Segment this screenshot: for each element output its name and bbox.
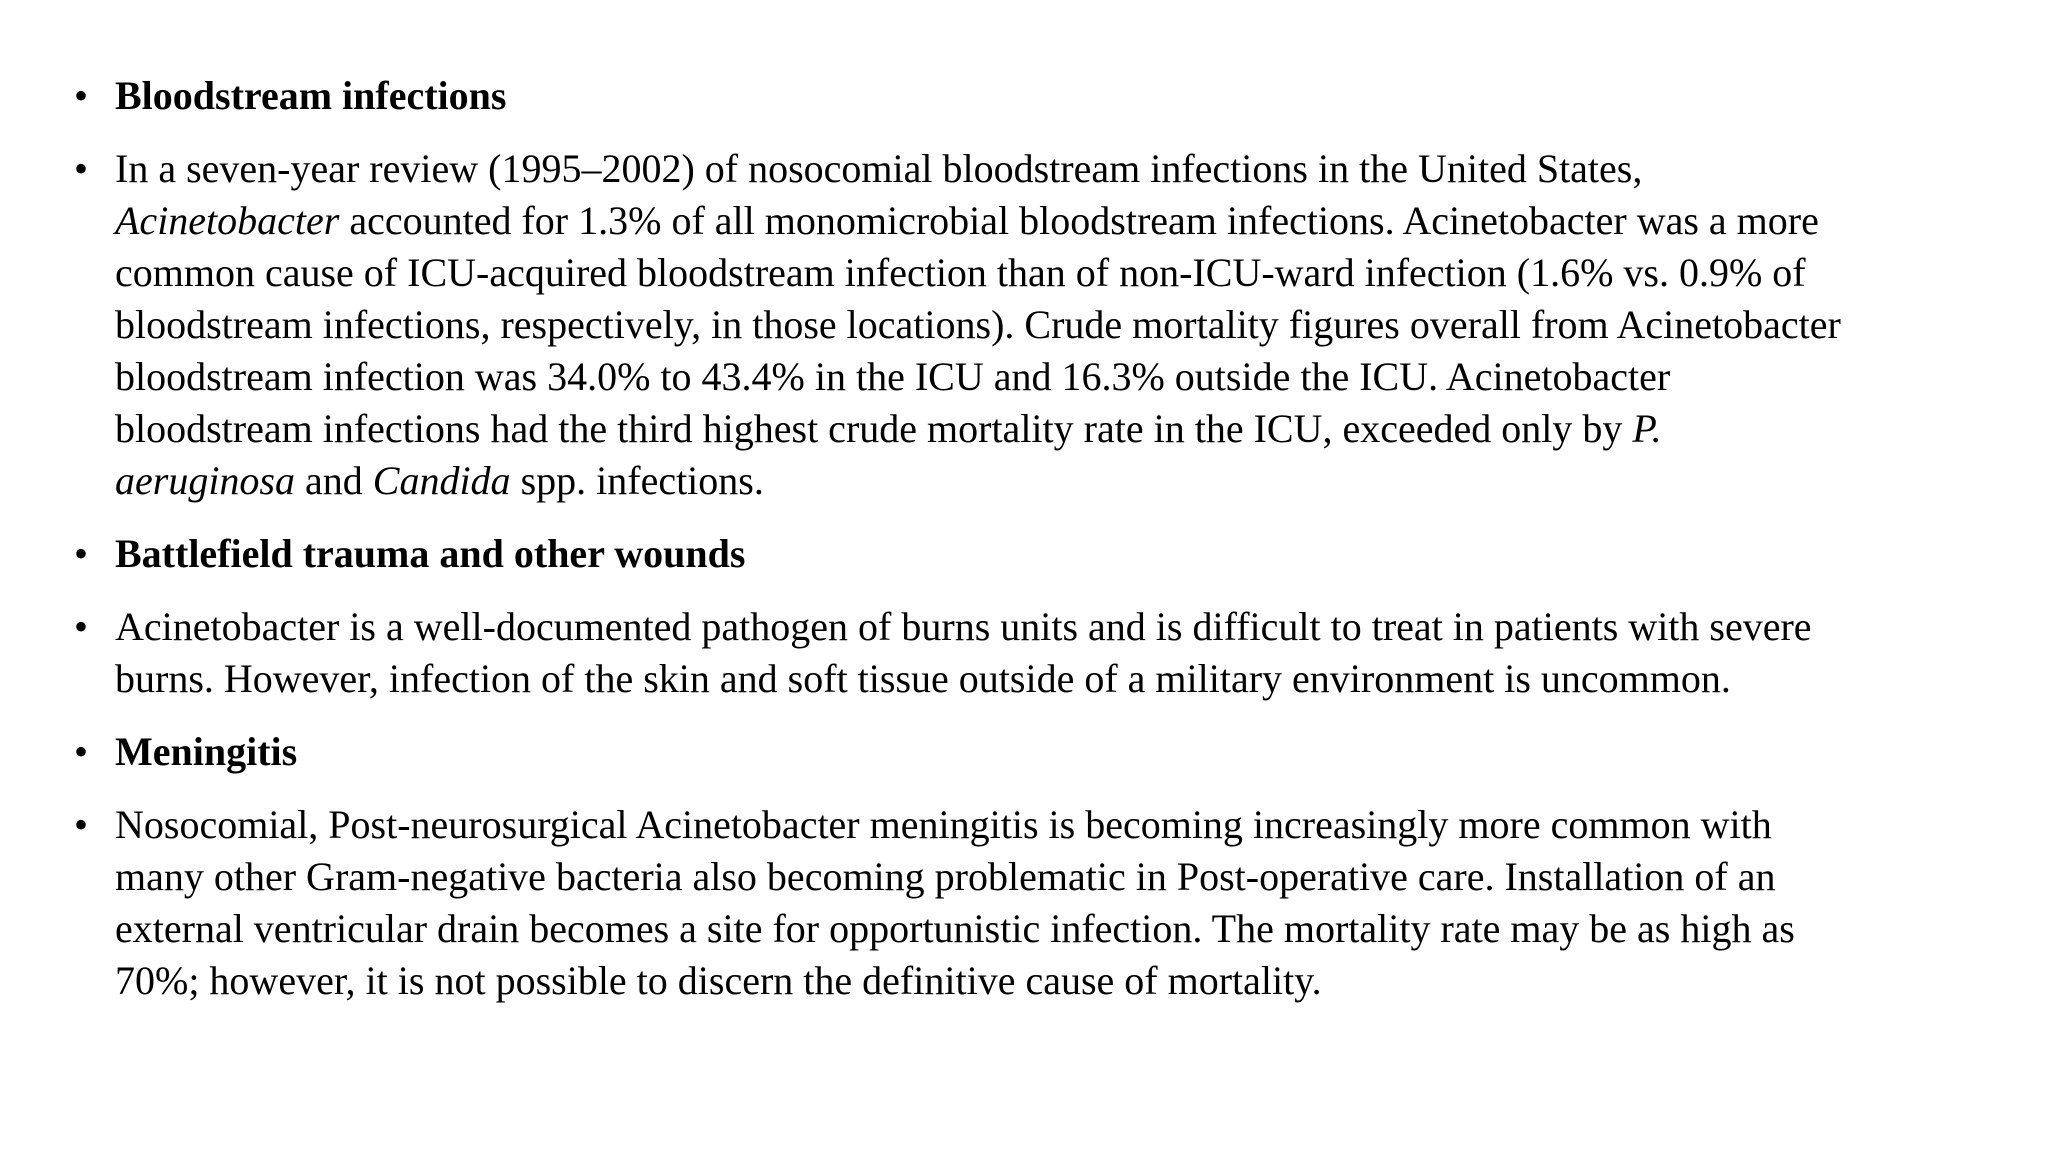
bullet-heading-bloodstream [70, 70, 2000, 122]
paragraph-line: Nosocomial, Post-neurosurgical Acinetobacter meningitis is becoming increasingly more common with [115, 802, 1772, 847]
paragraph-line: many other Gram-negative bacteria also becoming problematic in Post-operative care. Installation of an [115, 854, 1776, 899]
paragraph-line: 70%; however, it is not possible to discern the definitive cause of mortality. [115, 958, 1322, 1003]
paragraph-line: external ventricular drain becomes a site for opportunistic infection. The mortality rate may be as high as [115, 906, 1795, 951]
section-heading: Battlefield trauma and other wounds [115, 531, 746, 576]
section-heading: Meningitis [115, 729, 298, 774]
bullet-icon: • [74, 146, 89, 191]
paragraph-line: bloodstream infections, respectively, in those locations). Crude mortality figures overall from Acinetobacter [115, 302, 1841, 347]
section-heading: Bloodstream infections [115, 73, 507, 118]
paragraph-line: Acinetobacter is a well-documented pathogen of burns units and is difficult to treat in patients with severe [115, 604, 1812, 649]
italic-text: P. [1632, 406, 1662, 451]
italic-text: aeruginosa [115, 458, 295, 503]
bullet-icon: • [74, 729, 89, 774]
paragraph-line: common cause of ICU-acquired bloodstream infection than of non-ICU-ward infection (1.6% vs. 0.9% of [115, 250, 1806, 295]
paragraph-text: spp. infections. [510, 458, 764, 503]
paragraph-line: burns. However, infection of the skin and soft tissue outside of a military environment is uncommon. [115, 656, 1731, 701]
paragraph-line: bloodstream infection was 34.0% to 43.4% in the ICU and 16.3% outside the ICU. Acinetobacter [115, 354, 1671, 399]
paragraph-line [115, 403, 2000, 455]
paragraph-text: accounted for 1.3% of all monomicrobial bloodstream infections. Acinetobacter was a more [339, 198, 1819, 243]
paragraph-text: and [295, 458, 373, 503]
bullet-icon: • [74, 531, 89, 576]
paragraph-line [115, 195, 2000, 247]
bullet-icon: • [74, 802, 89, 847]
bullet-icon: • [74, 73, 89, 118]
bullet-paragraph-bloodstream [70, 143, 2000, 507]
bullet-paragraph-meningitis [70, 799, 2000, 1007]
italic-text: Candida [372, 458, 511, 503]
italic-text: Acinetobacter [115, 198, 340, 243]
bullet-icon: • [74, 604, 89, 649]
bullet-heading-meningitis [70, 726, 2000, 778]
bullet-list [70, 70, 2000, 1028]
paragraph-line [115, 455, 2000, 507]
bullet-heading-battlefield [70, 528, 2000, 580]
paragraph-text: bloodstream infections had the third highest crude mortality rate in the ICU, exceeded only by [115, 406, 1633, 451]
bullet-paragraph-battlefield [70, 601, 2000, 705]
paragraph-line: In a seven-year review (1995–2002) of nosocomial bloodstream infections in the United States, [115, 146, 1643, 191]
